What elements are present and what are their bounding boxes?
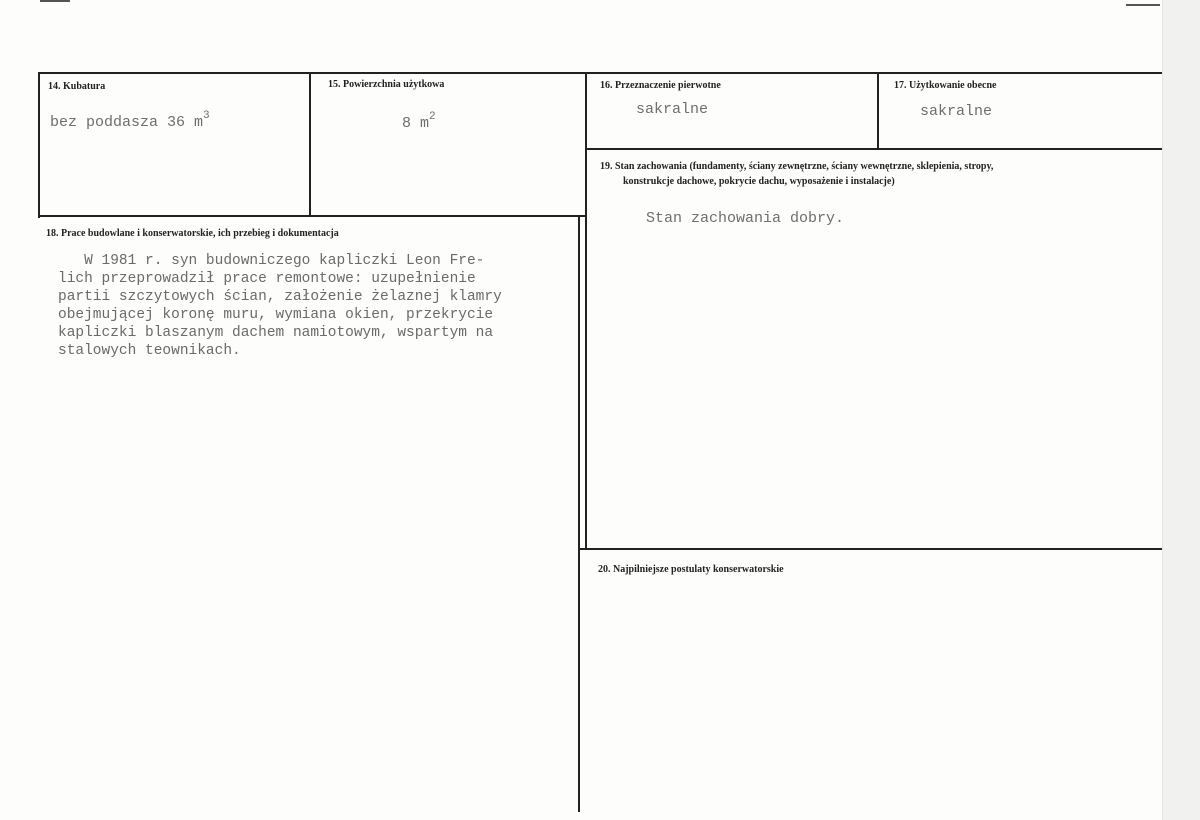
field-14-value bbox=[50, 107, 210, 132]
field-18-line: lich przeprowadził prace remontowe: uzupełnienie bbox=[58, 271, 476, 287]
field-17-label: 17. Użytkowanie obecne bbox=[894, 80, 997, 91]
field-18-line: obejmującej koronę muru, wymiana okien, przekrycie bbox=[58, 307, 494, 323]
field-16-label: 16. Przeznaczenie pierwotne bbox=[600, 80, 721, 91]
field-15-text: 8 m bbox=[402, 115, 430, 132]
field-18-line: kapliczki blaszanym dachem namiotowym, wspartym na bbox=[58, 325, 494, 341]
field-18-line: partii szczytowych ścian, założenie żelaznej klamry bbox=[58, 289, 502, 305]
grid-line bbox=[38, 215, 587, 217]
field-19-value: Stan zachowania dobry. bbox=[646, 210, 845, 227]
grid-line bbox=[877, 72, 879, 150]
field-18-line: W 1981 r. syn budowniczego kapliczki Leon Fre- bbox=[58, 253, 485, 269]
field-18-line: stalowych teownikach. bbox=[58, 343, 241, 359]
grid-line bbox=[587, 148, 1162, 150]
field-18-label: 18. Prace budowlane i konserwatorskie, ich przebieg i dokumentacja bbox=[46, 228, 339, 239]
grid-line bbox=[585, 72, 587, 550]
grid-line bbox=[38, 72, 40, 218]
top-edge-mark bbox=[40, 0, 70, 2]
field-15-exponent: 2 bbox=[429, 111, 436, 123]
grid-line bbox=[578, 216, 580, 812]
field-15-value bbox=[402, 108, 436, 133]
page-edge bbox=[1162, 0, 1200, 820]
field-20-label: 20. Najpilniejsze postulaty konserwatorskie bbox=[598, 564, 784, 575]
grid-line bbox=[309, 72, 311, 216]
field-14-text: bez poddasza 36 m bbox=[50, 114, 204, 131]
field-19-label: 19. Stan zachowania (fundamenty, ściany zewnętrzne, ściany wewnętrzne, sklepienia, stropy, bbox=[600, 161, 994, 172]
grid-line bbox=[38, 72, 1162, 74]
field-15-label: 15. Powierzchnia użytkowa bbox=[328, 79, 445, 90]
field-14-exponent: 3 bbox=[203, 110, 210, 122]
field-16-value: sakralne bbox=[636, 101, 709, 118]
field-17-value: sakralne bbox=[920, 103, 993, 120]
field-14-label: 14. Kubatura bbox=[48, 81, 106, 92]
grid-line bbox=[579, 548, 1162, 550]
top-edge-mark bbox=[1126, 4, 1160, 6]
field-19-label-cont: konstrukcje dachowe, pokrycie dachu, wyposażenie i instalacje) bbox=[623, 176, 895, 187]
